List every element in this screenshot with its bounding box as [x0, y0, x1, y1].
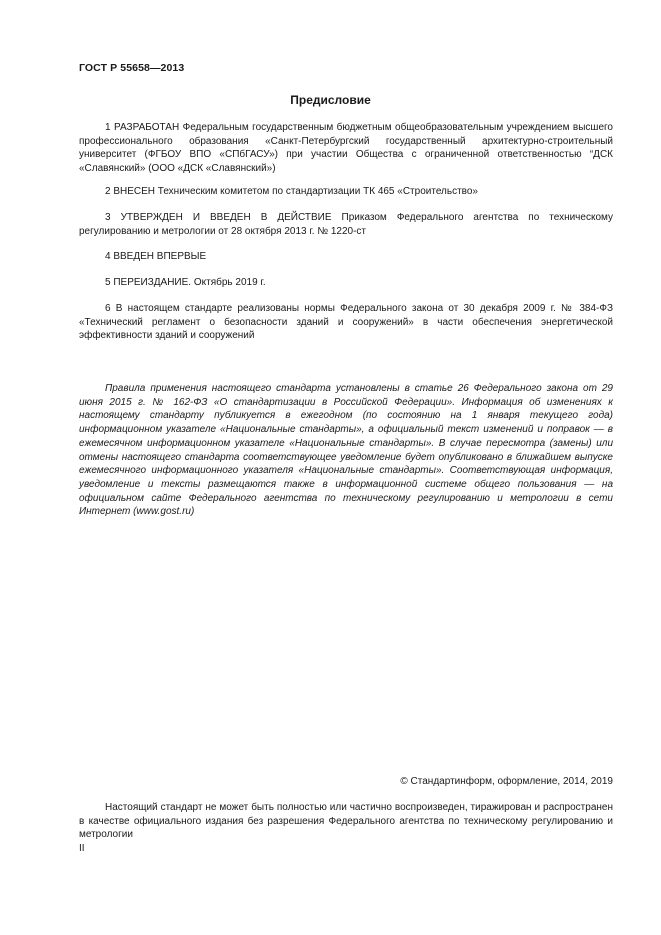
application-rules-notice: Правила применения настоящего стандарта установлены в статье 26 Федерального закона от 29 июня 2015 г. № 162-ФЗ «О стандартизации в Российской Федерации». Информация об изменениях к настоящему стандарту публикуется в ежегодном (по состоянию на 1 января текущего года) информационном указателе «Национальные стандарты», а официальный текст изменений и поправок — в ежемесячном информационном указателе «Национальные стандарты». В случае пересмотра (замены) или отмены настоящего стандарта соответствующее уведомление будет опубликовано в ближайшем выпуске ежемесячного информационного указателя «Национальные стандарты». Соответствующая информация, уведомление и тексты размещаются также в информационной системе общего пользования — на официальном сайте Федерального агентства по техническому регулированию и метрологии в сети Интернет (www.gost.ru) [79, 383, 613, 518]
foreword-item-approved: 3 УТВЕРЖДЕН И ВВЕДЕН В ДЕЙСТВИЕ Приказом Федерального агентства по техническому регулированию и метрологии от 28 октября 2013 г. № 1220-ст [79, 212, 613, 237]
page-number: II [79, 843, 85, 854]
foreword-item-norms: 6 В настоящем стандарте реализованы нормы Федерального закона от 30 декабря 2009 г. № 384-ФЗ «Технический регламент о безопасности зданий и сооружений» в части обеспечения энергетической эффективности зданий и сооружений [79, 303, 613, 342]
foreword-item-submitted: 2 ВНЕСЕН Техническим комитетом по стандартизации ТК 465 «Строительство» [105, 186, 478, 197]
page-title: Предисловие [290, 93, 371, 107]
foreword-item-developed: 1 РАЗРАБОТАН Федеральным государственным бюджетным общеобразовательным учреждением высшего профессионального образования «Санкт-Петербургский государственный архитектурно-строительный университет (ФГБОУ ВПО «СПбГАСУ») при участии Общества с ограниченной ответственностью “ДСК «Славянский» (ООО «ДСК «Славянский») [79, 122, 613, 174]
foreword-item-first-introduced: 4 ВВЕДЕН ВПЕРВЫЕ [105, 251, 207, 262]
copyright-line: © Стандартинформ, оформление, 2014, 2019 [400, 776, 613, 787]
foreword-item-reissue: 5 ПЕРЕИЗДАНИЕ. Октябрь 2019 г. [105, 277, 266, 288]
document-code: ГОСТ Р 55658—2013 [79, 62, 185, 74]
reproduction-notice: Настоящий стандарт не может быть полностью или частично воспроизведен, тиражирован и распространен в качестве официального издания без разрешения Федерального агентства по техническому регулированию и метрологии [79, 802, 613, 841]
